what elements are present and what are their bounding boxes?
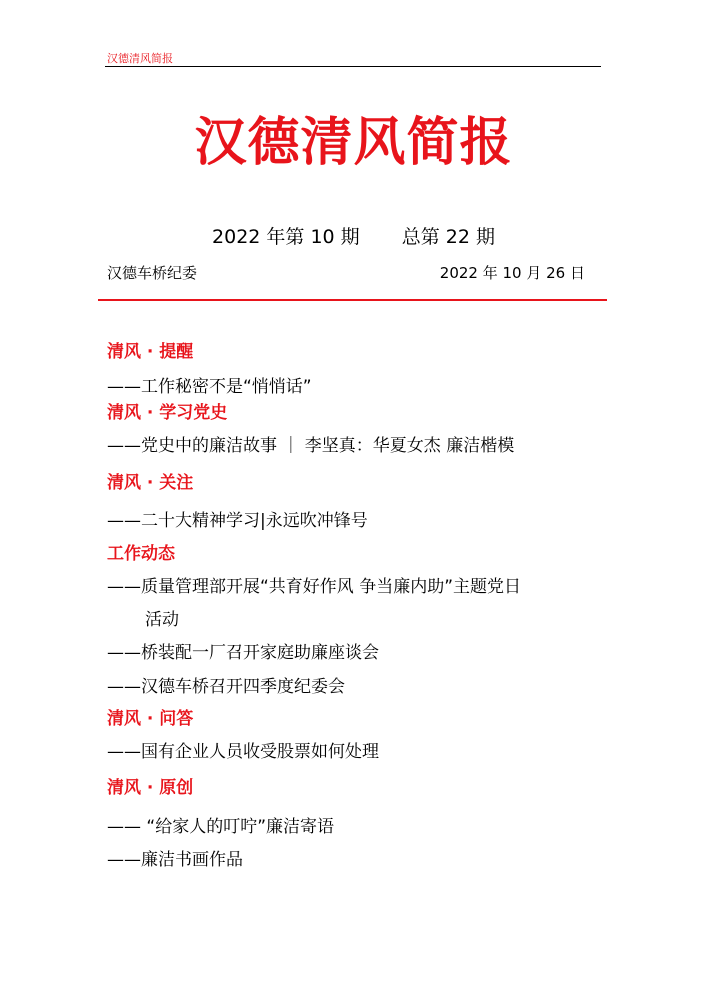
header-rule <box>105 66 601 67</box>
toc-item: ——党史中的廉洁故事 ｜ 李坚真：华夏女杰 廉洁楷模 <box>107 436 515 456</box>
issue-volume: 2022 年第 10 期 <box>212 226 360 248</box>
section-title-focus: 清风 · 关注 <box>107 473 194 493</box>
publish-date: 2022 年 10 月 26 日 <box>439 264 585 282</box>
red-divider <box>98 299 607 301</box>
section-title-reminder: 清风 · 提醒 <box>107 342 194 362</box>
toc-item: ——国有企业人员收受股票如何处理 <box>107 742 379 762</box>
issue-total: 总第 22 期 <box>401 226 495 248</box>
toc-item: ——汉德车桥召开四季度纪委会 <box>107 677 345 697</box>
toc-item: —— “给家人的叮咛”廉洁寄语 <box>107 817 335 837</box>
running-head: 汉德清风简报 <box>107 52 173 65</box>
issue-line <box>0 222 707 249</box>
toc-item: ——二十大精神学习|永远吹冲锋号 <box>107 511 368 531</box>
toc-item: ——廉洁书画作品 <box>107 850 243 870</box>
toc-item: ——质量管理部开展“共育好作风 争当廉内助”主题党日 <box>107 577 522 597</box>
section-title-party-history: 清风 · 学习党史 <box>107 403 228 423</box>
publisher: 汉德车桥纪委 <box>107 264 198 282</box>
section-title-original: 清风 · 原创 <box>107 778 194 798</box>
toc-item: ——桥装配一厂召开家庭助廉座谈会 <box>107 643 379 663</box>
toc-item-continuation: 活动 <box>145 610 179 630</box>
section-title-qa: 清风 · 问答 <box>107 709 194 729</box>
masthead-title: 汉德清风简报 <box>194 113 513 173</box>
section-title-work-news: 工作动态 <box>107 544 175 564</box>
toc-item: ——工作秘密不是“悄悄话” <box>107 377 312 397</box>
